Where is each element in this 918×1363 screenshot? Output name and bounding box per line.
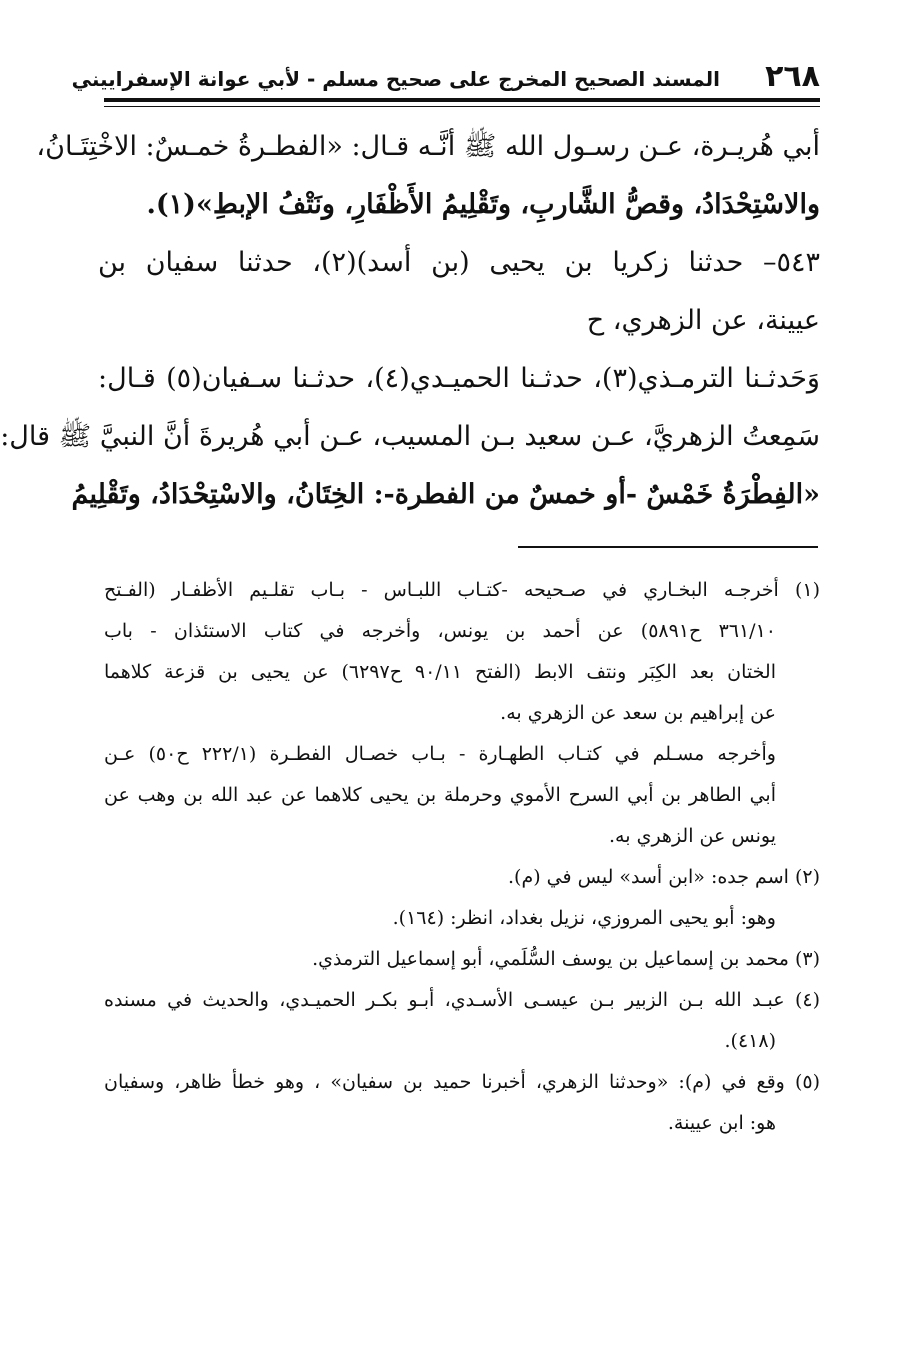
main-line-5: وَحَدثـنا الترمـذي(٣)، حدثـنا الحميـدي(٤)، حدثـنا سـفيان(٥) قـال: — [98, 363, 820, 394]
footnote-line: (١) أخرجـه البخـاري في صـحيحه -كتـاب اللبـاس - بـاب تقلـيم الأظفـار (الفـتح — [104, 579, 820, 601]
main-text — [0, 118, 820, 524]
footnote-line: (٢) اسم جده: «ابن أسد» ليس في (م). — [508, 866, 820, 888]
main-line-1: أبي هُريـرة، عـن رسـول الله ﷺ أنَّـه قـال: «الفطـرةُ خمـسٌ: الاخْتِتَـانُ، — [36, 131, 820, 162]
main-line-7: «الفِطْرَةُ خَمْسٌ -أو خمسٌ من الفطرة-: الخِتَانُ، والاسْتِحْدَادُ، وتَقْلِيمُ — [71, 479, 820, 510]
footnote-line: أبي الطاهر بن أبي السرح الأموي وحرملة بن يحيى كلاهما عن عبد الله بن وهب عن — [104, 784, 776, 806]
footnote-separator — [518, 546, 818, 548]
footnote-line: عن إبراهيم بن سعد عن الزهري به. — [500, 702, 776, 724]
footnote-line: يونس عن الزهري به. — [609, 825, 776, 847]
footnote-line: هو: ابن عيينة. — [667, 1112, 776, 1134]
footnote-line: وأخرجه مسـلم في كتـاب الطهـارة - بـاب خصـال الفطـرة (٢٢٢/١ ح٥٠) عـن — [104, 743, 776, 765]
main-line-6: سَمِعتُ الزهريَّ، عـن سعيد بـن المسيب، عـن أبي هُريرةَ أنَّ النبيَّ ﷺ قال: — [0, 421, 820, 452]
footnote-line: ٣٦١/١٠ ح٥٨٩١) عن أحمد بن يونس، وأخرجه في كتاب الاستئذان - باب — [104, 620, 776, 642]
footnote-line: (٣) محمد بن إسماعيل بن يوسف السُّلَمي، أبو إسماعيل الترمذي. — [312, 948, 820, 970]
footnote-line: (٤) عبـد الله بـن الزبير بـن عيسـى الأسـدي، أبـو بكـر الحميـدي، والحديث في مسنده — [104, 989, 820, 1011]
book-title: المسند الصحيح المخرج على صحيح مسلم - لأبي عوانة الإسفراييني — [71, 67, 720, 91]
footnotes — [104, 570, 820, 1144]
footnote-line: (٤١٨). — [724, 1030, 776, 1052]
footnote-line: الختان بعد الكِبَر ونتف الابط (الفتح ٩٠/١١ ح٦٢٩٧) عن يحيى بن قزعة كلاهما — [104, 661, 776, 683]
main-line-4: عيينة، عن الزهري، ح — [586, 305, 820, 336]
page-number: ٢٦٨ — [765, 59, 820, 94]
footnote-line: وهو: أبو يحيى المروزي، نزيل بغداد، انظر: (١٦٤). — [392, 907, 776, 929]
header-rule-thin — [104, 106, 820, 107]
footnote-line: (٥) وقع في (م): «وحدثنا الزهري، أخبرنا حميد بن سفيان» ، وهو خطأ ظاهر، وسفيان — [104, 1071, 820, 1093]
main-line-2: والاسْتِحْدَادُ، وقصُّ الشَّاربِ، وتَقْلِيمُ الأَظْفَارِ، ونَتْفُ الإبطِ»(١). — [146, 189, 820, 220]
header-rule-thick — [104, 98, 820, 102]
hadith-number-line: ٥٤٣– حدثنا زكريا بن يحيى (بن أسد)(٢)، حدثنا سفيان بن — [98, 247, 820, 278]
